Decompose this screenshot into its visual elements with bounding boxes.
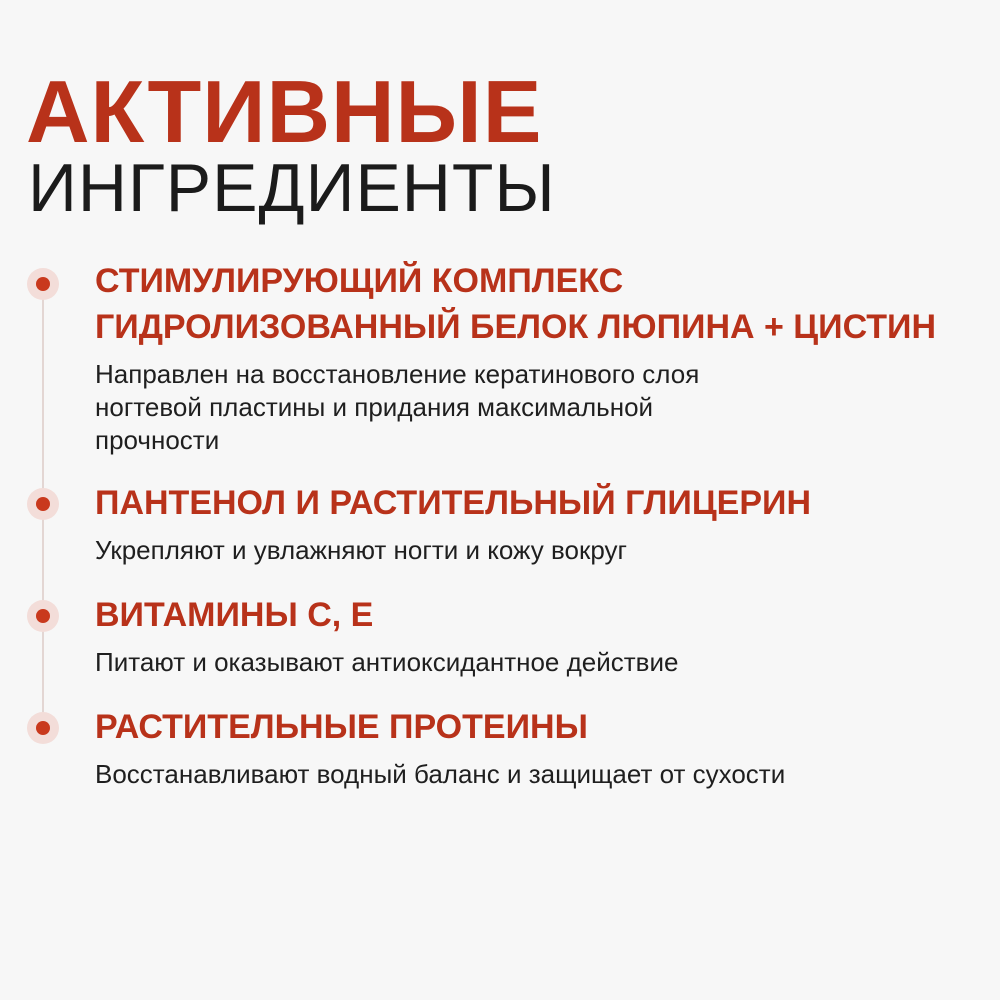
timeline-dot-icon [27, 600, 59, 632]
ingredient-description: Питают и оказывают антиоксидантное действие [95, 647, 679, 677]
page-title: АКТИВНЫЕ [26, 62, 543, 161]
page-subtitle: ИНГРЕДИЕНТЫ [28, 150, 556, 226]
ingredient-title: РАСТИТЕЛЬНЫЕ ПРОТЕИНЫ [95, 708, 588, 746]
timeline-dot-icon [27, 712, 59, 744]
ingredient-item [95, 258, 985, 457]
timeline-dot-icon [27, 268, 59, 300]
ingredient-item [95, 480, 985, 567]
ingredient-title: ПАНТЕНОЛ И РАСТИТЕЛЬНЫЙ ГЛИЦЕРИН [95, 484, 812, 522]
ingredient-description: Восстанавливают водный баланс и защищает от сухости [95, 759, 786, 789]
ingredient-title: ВИТАМИНЫ С, Е [95, 596, 374, 634]
ingredient-description: Направлен на восстановление кератинового слоя ногтевой пластины и придания максимальной прочности [95, 359, 700, 455]
ingredient-item [95, 592, 985, 679]
ingredient-title: СТИМУЛИРУЮЩИЙ КОМПЛЕКС ГИДРОЛИЗОВАННЫЙ БЕЛОК ЛЮПИНА + ЦИСТИН [95, 262, 937, 346]
timeline-dot-icon [27, 488, 59, 520]
ingredient-description: Укрепляют и увлажняют ногти и кожу вокруг [95, 535, 627, 565]
ingredient-item [95, 704, 985, 791]
